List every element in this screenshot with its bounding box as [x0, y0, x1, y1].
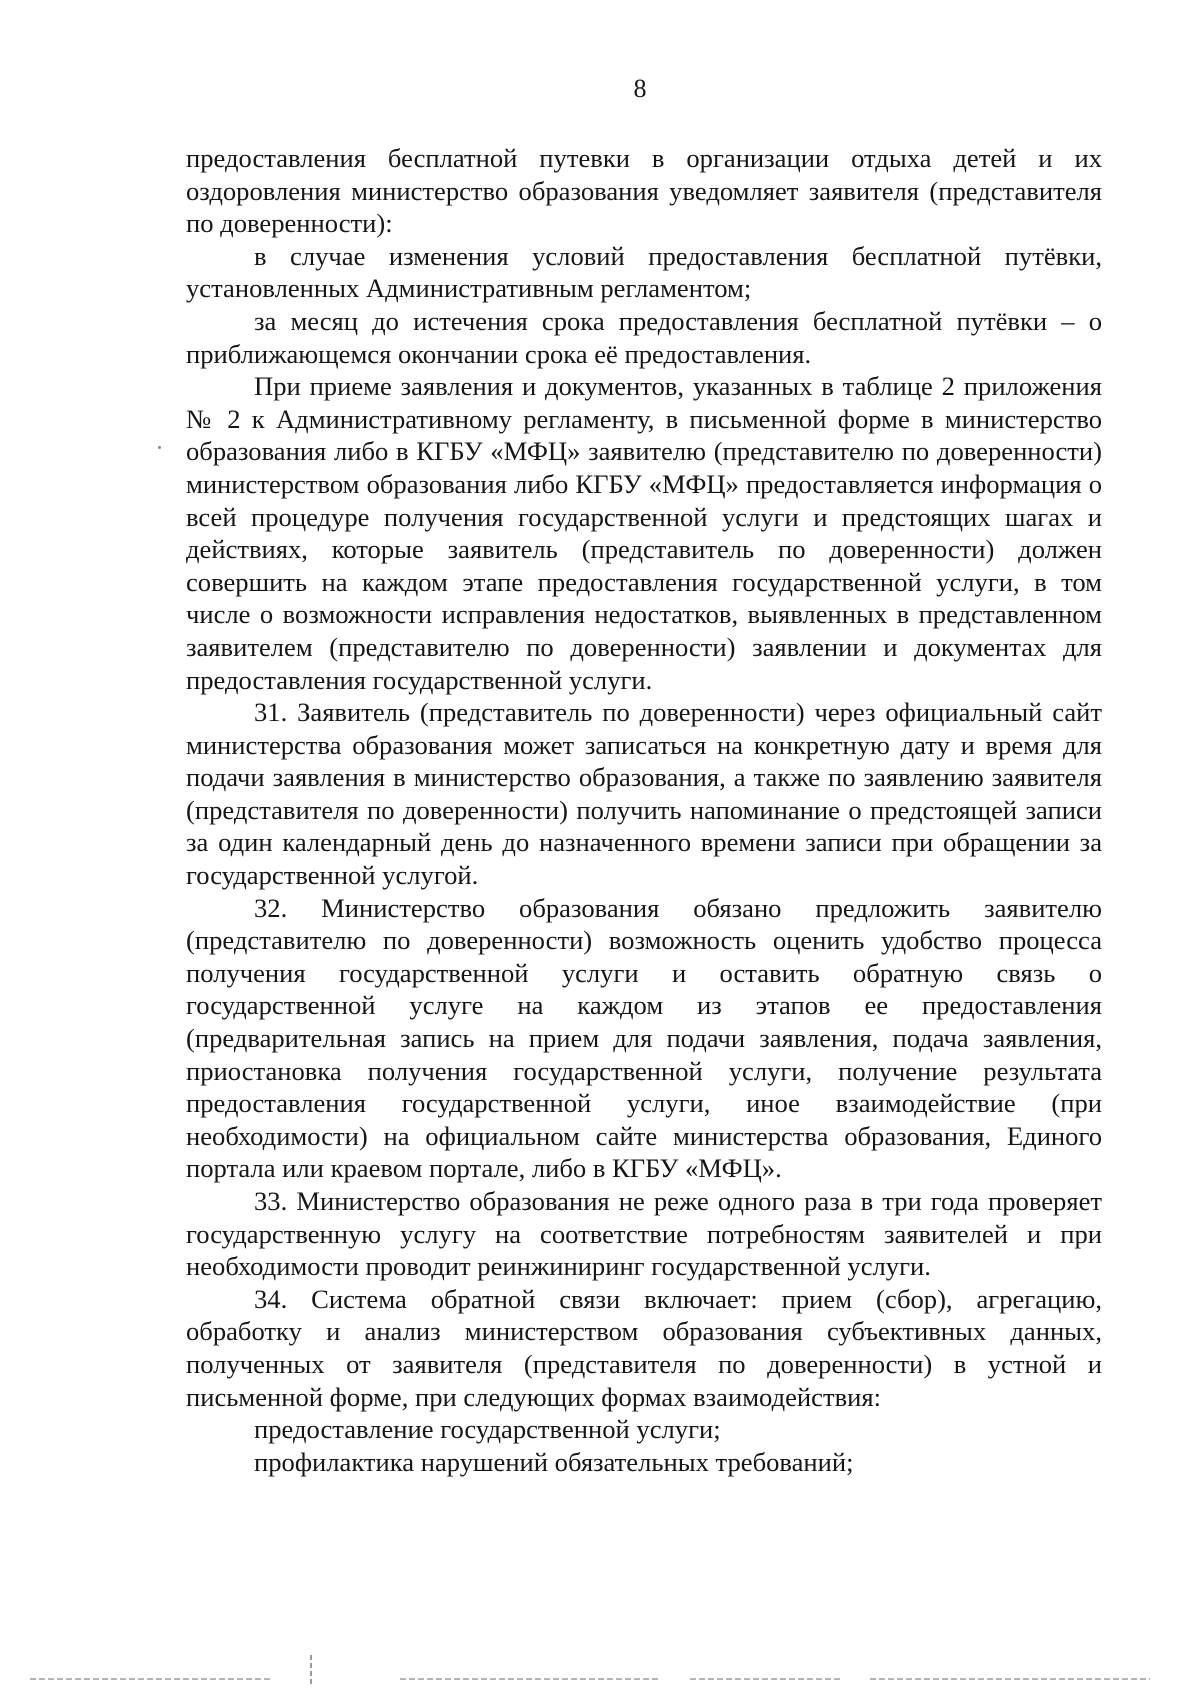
list-item: предоставление государственной услуги; — [254, 1414, 721, 1445]
scan-artifact-dot — [158, 446, 161, 449]
page-number: 8 — [633, 74, 647, 103]
document-body — [186, 142, 1102, 1478]
paragraph: При приеме заявления и документов, указанных в таблице 2 приложения № 2 к Административному регламенту, в письменной форме в министерство образования либо в КГБУ «МФЦ» заявителю (представителю по доверенности) министерством образования либо КГБУ «МФЦ» предоставляется информация о всей процедуре получения государственной услуги и предстоящих шагах и действиях, которые заявитель (представитель по доверенности) должен совершить на каждом этапе предоставления государственной услуги, в том числе о возможности исправления недостатков, выявленных в представленном заявителем (представителю по доверенности) заявлении и документах для предоставления государственной услуги. — [186, 371, 1102, 695]
scan-artifact-line — [400, 1678, 660, 1680]
scan-artifact-line — [870, 1678, 1150, 1680]
scan-artifact-line — [690, 1678, 840, 1680]
paragraph-item-33: 33. Министерство образования не реже одного раза в три года проверяет государственную услугу на соответствие потребностям заявителей и при необходимости проводит реинжиниринг государственной услуги. — [186, 1186, 1102, 1282]
paragraph-item-34: 34. Система обратной связи включает: прием (сбор), агрегацию, обработку и анализ министерством образования субъективных данных, полученных от заявителя (представителя по доверенности) в устной и письменной форме, при следующих формах взаимодействия: — [186, 1283, 1102, 1412]
paragraph: в случае изменения условий предоставления бесплатной путёвки, установленных Административным регламентом; — [186, 240, 1102, 304]
paragraph: за месяц до истечения срока предоставления бесплатной путёвки – о приближающемся окончании срока её предоставления. — [186, 305, 1102, 369]
paragraph-item-31: 31. Заявитель (представитель по доверенности) через официальный сайт министерства образования может записаться на конкретную дату и время для подачи заявления в министерство образования, а также по заявлению заявителя (представителя по доверенности) получить напоминание о предстоящей записи за один календарный день до назначенного времени записи при обращении за государственной услугой. — [186, 697, 1102, 891]
list-item: профилактика нарушений обязательных требований; — [254, 1446, 854, 1477]
paragraph: предоставления бесплатной путевки в организации отдыха детей и их оздоровления министерство образования уведомляет заявителя (представителя по доверенности): — [186, 143, 1102, 239]
paragraph-item-32: 32. Министерство образования обязано предложить заявителю (представителю по доверенности) возможность оценить удобство процесса получения государственной услуги и оставить обратную связь о государственной услуге на каждом из этапов ее предоставления (предварительная запись на прием для подачи заявления, подача заявления, приостановка получения государственной услуги, получение результата предоставления государственной услуги, иное взаимодействие (при необходимости) на официальном сайте министерства образования, Единого портала или краевом портале, либо в КГБУ «МФЦ». — [186, 892, 1102, 1184]
scan-artifact-line — [30, 1678, 270, 1680]
scan-artifact-lines — [0, 1678, 1200, 1682]
